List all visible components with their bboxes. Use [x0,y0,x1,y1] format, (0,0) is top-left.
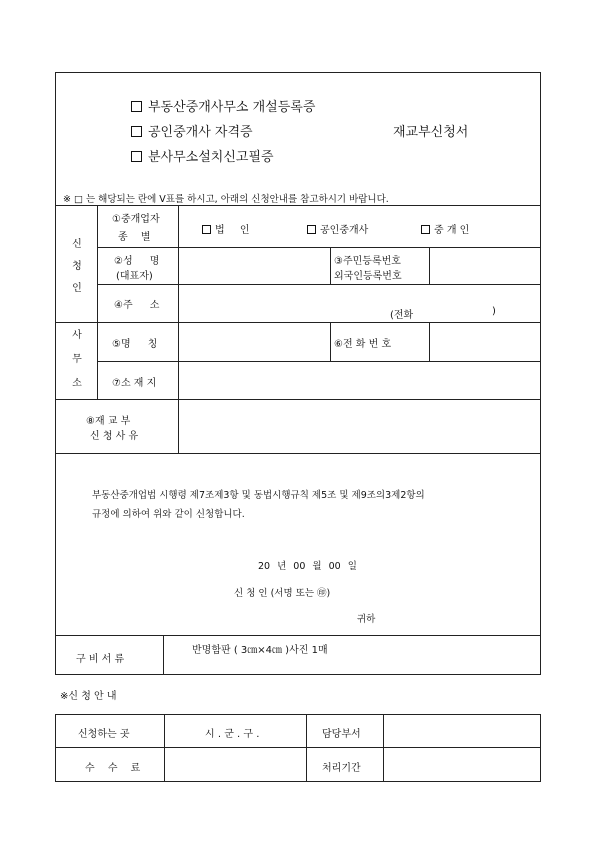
declaration-line-2: 규정에 의하여 위와 같이 신청합니다. [92,509,245,520]
grid-line [97,205,98,399]
address-label: ④주 소 [114,300,160,311]
grid-line [178,205,179,453]
office-section-label: 사 무 소 [72,330,82,389]
guide-dept-label: 담당부서 [322,729,361,740]
id-label-1: ③주민등록번호 [334,256,401,267]
guide-place-value: 시 . 군 . 구 . [205,729,260,740]
office-location-label: ⑦소 재 지 [112,378,157,389]
guide-place-label: 신청하는 곳 [78,729,130,740]
name-input[interactable] [180,249,328,282]
grid-line [55,747,541,748]
office-location-input[interactable] [180,363,538,397]
grid-line [330,322,331,361]
applicant-section-label: 신 청 인 [72,239,82,294]
office-phone-input[interactable] [431,324,538,359]
name-label: ②성 명 [114,256,160,267]
grid-line [540,714,541,782]
grid-line [55,205,541,206]
grid-line [55,399,541,400]
frame-right [540,72,541,675]
guide-title: ※신 청 안 내 [60,691,117,702]
name-label-sub: (대표자) [116,271,153,282]
title-line-3: 분사무소설치신고필증 [131,146,274,165]
title-line-2: 공인중개사 자격증 [131,121,253,140]
guide-period-label: 처리기간 [322,763,361,774]
frame-bottom [55,674,541,675]
grid-line [429,322,430,361]
id-label-2: 외국인등록번호 [334,271,402,282]
office-phone-label: ⑥전 화 번 호 [334,339,392,350]
business-type-label-2: 종 별 [118,232,151,243]
checkbox-icon[interactable] [307,225,316,234]
reason-input[interactable] [180,401,538,451]
grid-line [163,635,164,675]
reason-label-2: 신 청 사 유 [90,431,139,442]
reason-label-1: ⑧재 교 부 [86,416,131,427]
grid-line [55,635,541,636]
checkbox-icon[interactable] [421,225,430,234]
office-name-label: ⑤명 칭 [112,339,158,350]
declaration-line-1: 부동산중개업법 시행령 제7조제3항 및 동법시행규칙 제5조 및 제9조의3제2항의 [92,490,425,501]
addressee-text: 귀하 [357,614,376,625]
signer-line: 신 청 인 (서명 또는 ㊞) [234,588,331,599]
grid-line [55,714,56,782]
option-licensed-agent[interactable]: 공인중개사 [307,221,368,236]
documents-value: 반명함판 ( 3㎝×4㎝ )사진 1매 [192,645,328,656]
checkbox-icon[interactable] [131,101,142,112]
grid-line [55,714,541,715]
grid-line [306,714,307,782]
grid-line [97,247,541,248]
option-corporation[interactable]: 법 인 [202,221,250,236]
title-suffix: 재교부신청서 [393,125,469,140]
grid-line [429,247,430,284]
business-type-label-1: ①중개업자 [112,214,160,225]
office-name-input[interactable] [180,324,328,359]
grid-line [97,361,541,362]
phone-label: (전화 [390,310,414,321]
grid-line [383,714,384,782]
frame-left [55,72,56,675]
documents-label: 구 비 서 류 [76,654,125,665]
id-number-input[interactable] [431,249,538,282]
option-broker[interactable]: 중 개 인 [421,221,469,236]
grid-line [55,781,541,782]
address-input[interactable] [180,286,538,320]
title-line-1: 부동산중개사무소 개설등록증 [131,96,315,115]
grid-line [330,247,331,284]
checkbox-icon[interactable] [131,126,142,137]
grid-line [55,453,541,454]
checkbox-icon[interactable] [131,151,142,162]
notice-text: ※ □ 는 해당되는 란에 V표를 하시고, 아래의 신청안내를 참고하시기 바랍니다. [63,194,389,205]
checkbox-icon[interactable] [202,225,211,234]
grid-line [164,714,165,782]
guide-fee-label: 수 수 료 [85,763,141,774]
application-date: 20 년 00 월 00 일 [258,561,357,572]
frame-top [55,72,541,73]
grid-line [97,284,541,285]
phone-close: ) [492,306,496,317]
grid-line [55,322,541,323]
